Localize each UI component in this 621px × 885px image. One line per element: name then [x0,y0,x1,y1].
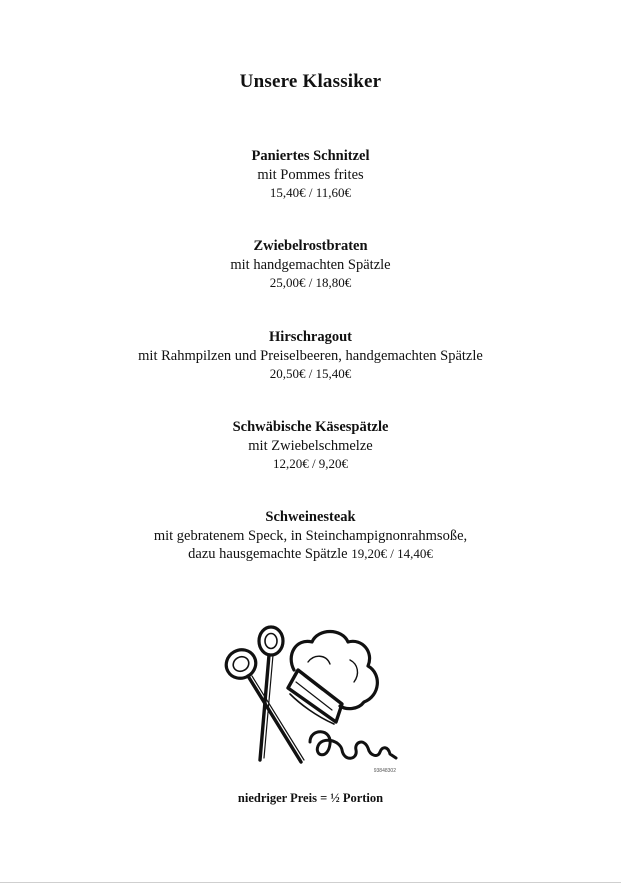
menu-item-zwiebelrostbraten [0,237,621,293]
portion-footnote: niedriger Preis = ½ Portion [237,791,384,805]
dish-description: mit Pommes frites [257,166,364,183]
dish-price: 12,20€ / 9,20€ [272,456,349,471]
stock-id-text: 93848302 [373,768,396,774]
swirl-flourish-icon [310,732,396,759]
dish-price: 15,40€ / 11,60€ [269,185,352,200]
menu-item-schweinesteak [0,508,621,564]
dish-price: 25,00€ / 18,80€ [269,275,352,290]
page-edge-divider [0,882,621,883]
dish-name: Zwiebelrostbraten [253,238,368,254]
dish-description: mit Rahmpilzen und Preiselbeeren, handgemachten Spätzle [138,347,483,364]
dish-name: Schweinesteak [265,509,356,525]
dish-name: Hirschragout [269,329,352,345]
menu-item-kaesespaetzle [0,418,621,474]
dish-price: 19,20€ / 14,40€ [351,546,433,561]
dish-description-line-2 [0,545,621,564]
dish-description: mit handgemachten Spätzle [230,256,391,273]
menu-item-hirschragout [0,328,621,384]
menu-title: Unsere Klassiker [239,71,382,92]
chef-hat-and-spoons-icon [218,620,404,776]
dish-name: Paniertes Schnitzel [251,148,370,164]
chef-hat-icon [288,632,377,725]
dish-description-text: dazu hausgemachte Spätzle [188,546,348,562]
dish-name: Schwäbische Käsespätzle [232,419,389,435]
dish-description: mit Zwiebelschmelze [248,437,373,454]
dish-price: 20,50€ / 15,40€ [269,366,352,381]
dish-description-line-1: mit gebratenem Speck, in Steinchampignonrahmsoße, [153,527,468,544]
menu-item-schnitzel [0,147,621,203]
